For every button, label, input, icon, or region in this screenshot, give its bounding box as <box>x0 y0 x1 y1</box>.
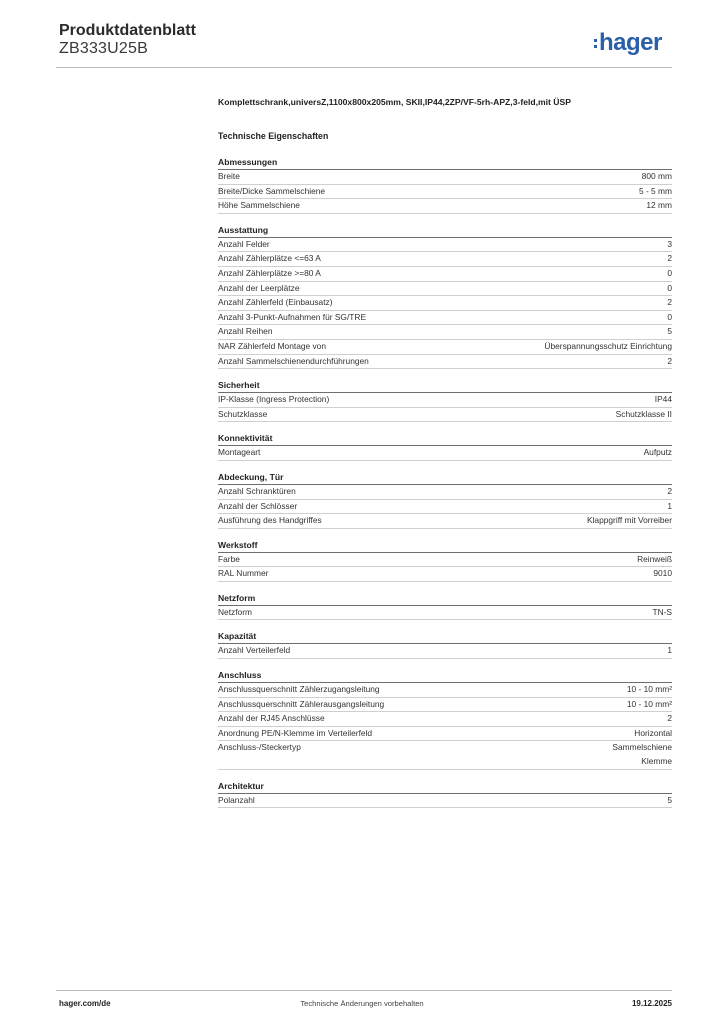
section-heading: Abdeckung, Tür <box>218 471 672 485</box>
logo-text: hager <box>599 29 662 56</box>
property-label: IP-Klasse (Ingress Protection) <box>218 394 330 405</box>
property-value: 1 <box>667 500 672 511</box>
property-label: Farbe <box>218 553 240 564</box>
property-label: Höhe Sammelschiene <box>218 200 300 211</box>
property-value: Klappgriff mit Vorreiber <box>586 515 672 526</box>
footer-divider <box>56 990 672 991</box>
property-row <box>218 170 672 185</box>
property-value: 12 mm <box>646 200 672 211</box>
section-heading: Ausstattung <box>218 224 672 238</box>
property-label: Ausführung des Handgriffes <box>218 515 322 526</box>
property-label: Anzahl der Leerplätze <box>218 282 300 293</box>
property-value: 2 <box>667 253 672 264</box>
property-label: Anzahl Zählerplätze >=80 A <box>218 267 321 278</box>
property-label: Anschluss-/Steckertyp <box>218 742 301 753</box>
properties-title: Technische Eigenschaften <box>218 131 329 141</box>
property-row <box>218 325 672 340</box>
property-row <box>218 311 672 326</box>
property-label: Anordnung PE/N-Klemme im Verteilerfeld <box>218 727 373 738</box>
section <box>218 432 672 461</box>
property-value: 5 <box>667 794 672 805</box>
property-row <box>218 567 672 582</box>
property-value: 0 <box>667 311 672 322</box>
property-row <box>218 500 672 515</box>
property-label: Anzahl Zählerfeld (Einbausatz) <box>218 297 333 308</box>
product-code: ZB333U25B <box>59 40 148 57</box>
property-label: Anzahl 3-Punkt-Aufnahmen für SG/TRE <box>218 311 367 322</box>
sections-container <box>218 156 672 808</box>
property-row <box>218 267 672 282</box>
property-value: Horizontal <box>634 727 672 738</box>
section-heading: Anschluss <box>218 669 672 683</box>
property-row <box>218 393 672 408</box>
property-row <box>218 553 672 568</box>
property-value: 10 - 10 mm² <box>626 698 672 709</box>
property-row <box>218 727 672 742</box>
section-heading: Konnektivität <box>218 432 672 446</box>
property-row <box>218 282 672 297</box>
property-label: Netzform <box>218 606 252 617</box>
property-row <box>218 238 672 253</box>
property-label: RAL Nummer <box>218 568 269 579</box>
property-label: Anzahl Reihen <box>218 326 273 337</box>
property-label: Anschlussquerschnitt Zählerzugangsleitung <box>218 684 380 695</box>
property-value: TN-S <box>652 606 672 617</box>
property-value: 10 - 10 mm² <box>626 684 672 695</box>
property-value: Sammelschiene Klemme <box>612 742 672 767</box>
property-label: NAR Zählerfeld Montage von <box>218 340 326 351</box>
section <box>218 539 672 582</box>
property-label: Anschlussquerschnitt Zählerausgangsleitung <box>218 698 385 709</box>
property-value: 2 <box>667 355 672 366</box>
property-value: 2 <box>667 297 672 308</box>
section-heading: Sicherheit <box>218 379 672 393</box>
section <box>218 780 672 809</box>
property-row <box>218 712 672 727</box>
property-value: 3 <box>667 238 672 249</box>
property-value: Schutzklasse II <box>615 408 672 419</box>
property-label: Polanzahl <box>218 794 255 805</box>
logo-dots-icon <box>594 39 597 48</box>
section <box>218 379 672 422</box>
property-label: Anzahl Zählerplätze <=63 A <box>218 253 321 264</box>
property-row <box>218 340 672 355</box>
section <box>218 224 672 369</box>
footer-website: hager.com/de <box>59 999 111 1008</box>
property-label: Anzahl Verteilerfeld <box>218 645 291 656</box>
property-value: 0 <box>667 267 672 278</box>
section <box>218 471 672 529</box>
section <box>218 156 672 214</box>
property-row <box>218 355 672 370</box>
property-value: Aufputz <box>643 447 672 458</box>
property-label: Breite <box>218 171 240 181</box>
section-heading: Kapazität <box>218 630 672 644</box>
footer-date: 19.12.2025 <box>631 999 672 1008</box>
property-label: Anzahl der Schlösser <box>218 500 298 511</box>
property-value: 2 <box>667 485 672 496</box>
property-row <box>218 485 672 500</box>
property-row <box>218 252 672 267</box>
properties-block <box>218 130 672 818</box>
property-row <box>218 296 672 311</box>
property-row <box>218 185 672 200</box>
section <box>218 592 672 621</box>
property-value: 0 <box>667 282 672 293</box>
section-heading: Abmessungen <box>218 156 672 170</box>
property-label: Anzahl Felder <box>218 238 270 249</box>
page-title: Produktdatenblatt <box>59 22 196 39</box>
product-name: Komplettschrank,universZ,1100x800x205mm, SKII,IP44,2ZP/VF-5rh-APZ,3-feld,mit ÜSP <box>218 97 571 107</box>
section <box>218 630 672 659</box>
property-row <box>218 446 672 461</box>
property-row <box>218 644 672 659</box>
property-value: 5 - 5 mm <box>638 185 672 196</box>
property-row <box>218 606 672 621</box>
section <box>218 669 672 770</box>
property-value: 9010 <box>653 568 672 579</box>
property-row <box>218 741 672 769</box>
property-row <box>218 408 672 423</box>
property-label: Anzahl der RJ45 Anschlüsse <box>218 713 325 724</box>
property-value: IP44 <box>654 394 672 405</box>
property-row <box>218 683 672 698</box>
property-value: Reinweiß <box>637 553 672 564</box>
property-row <box>218 794 672 809</box>
property-value: Überspannungsschutz Einrichtung <box>544 340 672 351</box>
section-heading: Werkstoff <box>218 539 672 553</box>
footer-note: Technische Änderungen vorbehalten <box>300 999 424 1008</box>
property-row <box>218 199 672 214</box>
property-value: 5 <box>667 326 672 337</box>
property-row <box>218 514 672 529</box>
property-value: 2 <box>667 713 672 724</box>
property-label: Montageart <box>218 447 261 458</box>
property-value: 1 <box>667 645 672 656</box>
property-row <box>218 698 672 713</box>
property-label: Schutzklasse <box>218 408 268 419</box>
hager-logo <box>594 30 662 56</box>
section-heading: Architektur <box>218 780 672 794</box>
header-divider <box>56 67 672 68</box>
section-heading: Netzform <box>218 592 672 606</box>
property-label: Anzahl Schranktüren <box>218 485 296 496</box>
property-value: 800 mm <box>641 171 672 181</box>
property-label: Breite/Dicke Sammelschiene <box>218 185 326 196</box>
property-label: Anzahl Sammelschienendurchführungen <box>218 355 369 366</box>
